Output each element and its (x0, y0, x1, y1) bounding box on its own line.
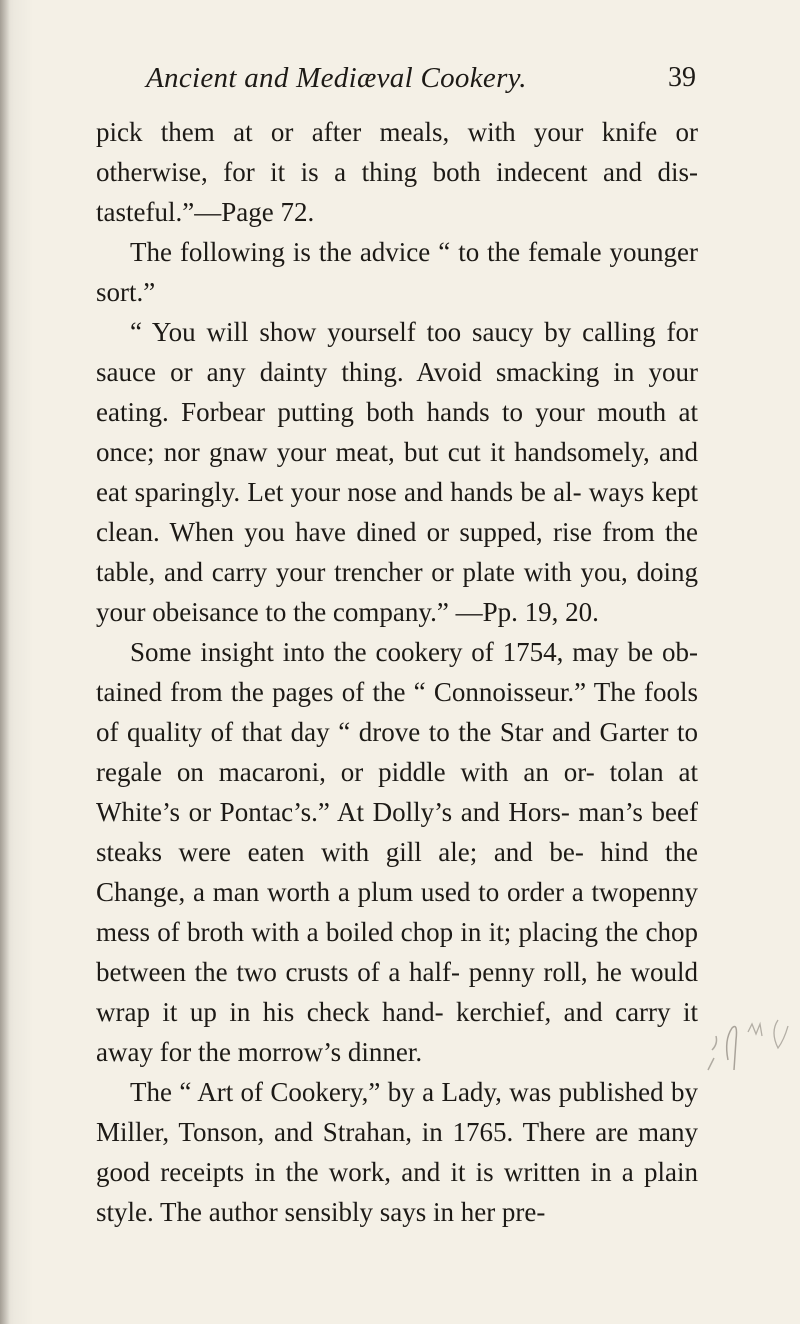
paragraph-5: The “ Art of Cookery,” by a Lady, was published by Miller, Tonson, and Strahan, in 1765. There are many good receipts in the work, and it is written in a plain style. The author sensibly says in her pre- (96, 1077, 698, 1227)
body-text (96, 112, 698, 1232)
page-header (96, 62, 696, 102)
binding-shadow (0, 0, 10, 1324)
paragraph-1: pick them at or after meals, with your knife or otherwise, for it is a thing both indecent and dis- tasteful.”—Page 72. (96, 117, 698, 227)
running-title: Ancient and Mediæval Cookery. (146, 62, 527, 94)
page-number: 39 (668, 62, 696, 93)
paragraph-3: “ You will show yourself too saucy by calling for sauce or any dainty thing. Avoid smacking in your eating. Forbear putting both hands to your mouth at once; nor gnaw your meat, but cut it handsomely, and eat sparingly. Let your nose and hands be al- ways kept clean. When you have dined or supped, rise from the table, and carry your trencher or plate with you, doing your obeisance to the company.” —Pp. 19, 20. (96, 317, 698, 627)
margin-pencil-scrawl (700, 1000, 800, 1080)
paragraph-4: Some insight into the cookery of 1754, may be ob- tained from the pages of the “ Connoisseur.” The fools of quality of that day “ drove to the Star and Garter to regale on macaroni, or piddle with an or- tolan at White’s or Pontac’s.” At Dolly’s and Hors- man’s beef steaks were eaten with gill ale; and be- hind the Change, a man worth a plum used to order a twopenny mess of broth with a boiled chop in it; placing the chop between the two crusts of a half- penny roll, he would wrap it up in his check hand- kerchief, and carry it away for the morrow’s dinner. (96, 637, 698, 1067)
paragraph-2: The following is the advice “ to the female younger sort.” (96, 237, 698, 307)
